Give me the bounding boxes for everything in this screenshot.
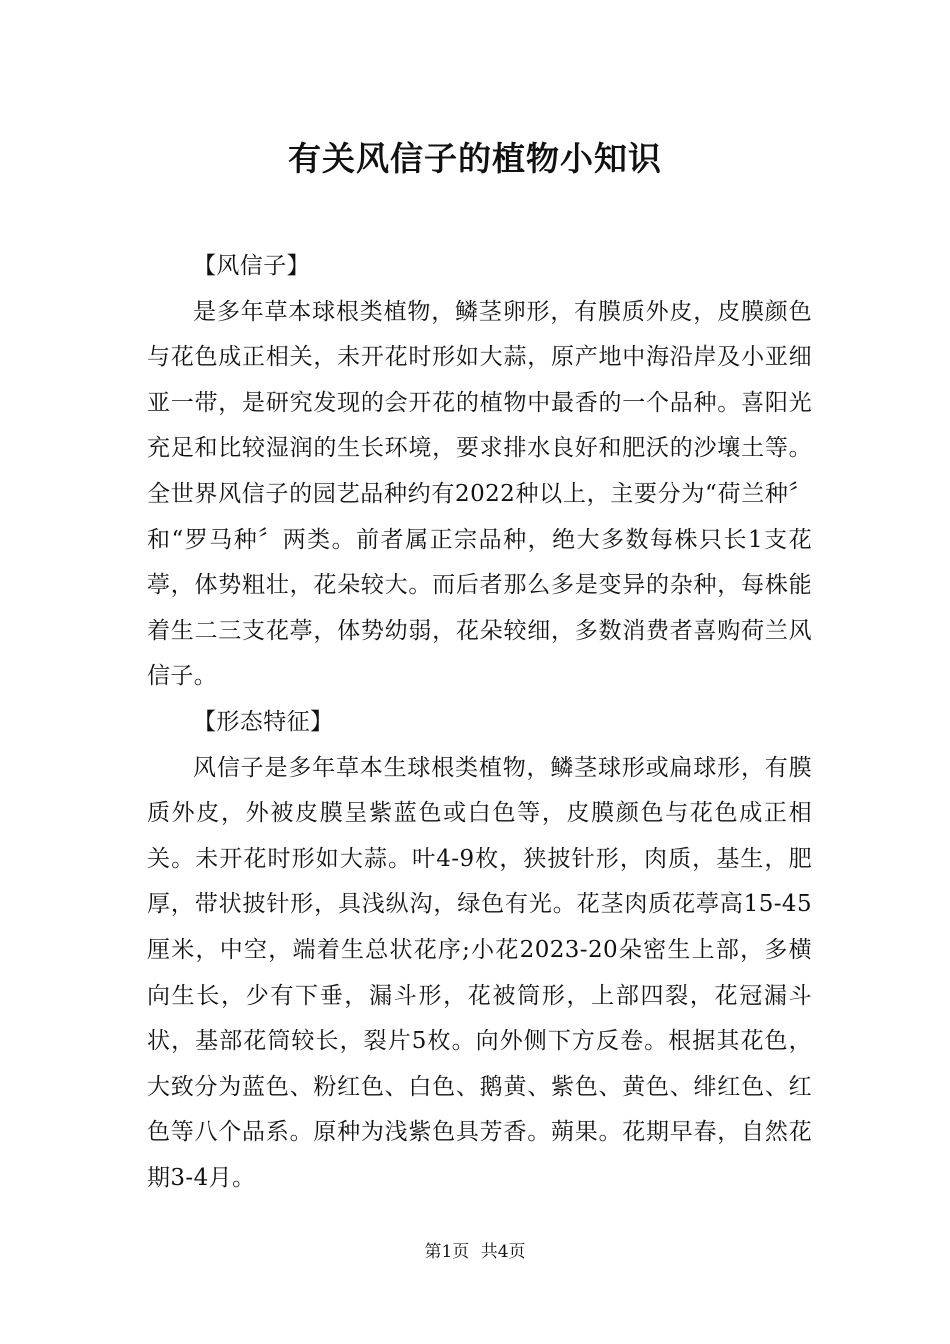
section-paragraph: 是多年草本球根类植物，鳞茎卵形，有膜质外皮，皮膜颜色与花色成正相关，未开花时形如大蒜，原产地中海沿岸及小亚细亚一带，是研究发现的会开花的植物中最香的一个品种。喜阳光充足和比较湿润的生长环境，要求排水良好和肥沃的沙壤土等。全世界风信子的园艺品种约有2022种以上，主要分为“荷兰种〞和“罗马种〞两类。前者属正宗品种，绝大多数每株只长1支花葶，体势粗壮，花朵较大。而后者那么多是变异的杂种，每株能着生二三支花葶，体势幼弱，花朵较细，多数消费者喜购荷兰风信子。 — [147, 298, 812, 690]
document-title: 有关风信子的植物小知识 — [288, 139, 662, 178]
page-total: 共4页 — [480, 1242, 526, 1262]
document-body — [147, 244, 812, 1201]
section-heading: 【风信子】 — [193, 253, 310, 279]
section-heading: 【形态特征】 — [193, 708, 334, 735]
page-number: 第1页 — [424, 1242, 470, 1262]
page-footer — [0, 1240, 950, 1264]
section-paragraph: 风信子是多年草本生球根类植物，鳞茎球形或扁球形，有膜质外皮，外被皮膜呈紫蓝色或白色等，皮膜颜色与花色成正相关。未开花时形如大蒜。叶4-9枚，狭披针形，肉质，基生，肥厚，带状披针形，具浅纵沟，绿色有光。花茎肉质花葶高15-45厘米，中空，端着生总状花序;小花2023-20朵密生上部，多横向生长，少有下垂，漏斗形，花被筒形，上部四裂，花冠漏斗状，基部花筒较长，裂片5枚。向外侧下方反卷。根据其花色，大致分为蓝色、粉红色、白色、鹅黄、紫色、黄色、绯红色、红色等八个品系。原种为浅紫色具芳香。蒴果。花期早春，自然花期3-4月。 — [147, 754, 812, 1191]
